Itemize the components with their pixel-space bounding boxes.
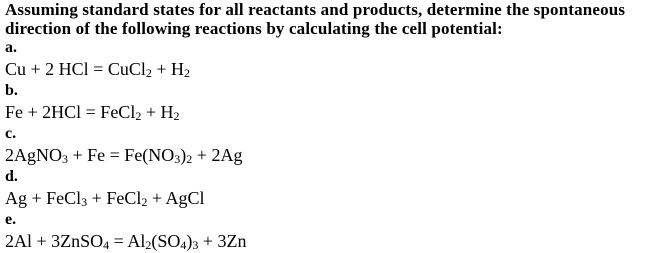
reaction-equation bbox=[5, 58, 655, 81]
equation-text: 2Al + 3ZnSO bbox=[5, 231, 104, 251]
equation-text: + H bbox=[151, 59, 184, 79]
equation-subscript: 2 bbox=[145, 66, 152, 80]
equation-text: + FeCl bbox=[87, 188, 142, 208]
equation-subscript: 3 bbox=[81, 195, 88, 209]
equation-subscript: 2 bbox=[183, 66, 190, 80]
equation-text: (SO bbox=[151, 231, 181, 251]
reaction-equation bbox=[5, 187, 655, 210]
reaction-equation bbox=[5, 144, 655, 167]
equation-text: ) bbox=[186, 231, 193, 251]
equation-subscript: 3 bbox=[174, 152, 181, 166]
equation-text: ) bbox=[180, 145, 187, 165]
equation-text: Cu + 2 HCl = CuCl bbox=[5, 59, 146, 79]
equation-text: + Fe = Fe(NO bbox=[68, 145, 175, 165]
equation-text: + H bbox=[141, 102, 174, 122]
question-prompt: Assuming standard states for all reactants and products, determine the spontaneous direction of the following reactions by calculating the cell potential: bbox=[5, 0, 626, 38]
equation-subscript: 4 bbox=[180, 238, 187, 252]
part-label: a. bbox=[5, 39, 17, 56]
equation-subscript: 2 bbox=[186, 152, 193, 166]
equation-text: + 3Zn bbox=[198, 231, 247, 251]
equation-text: Ag + FeCl bbox=[5, 188, 82, 208]
part-a bbox=[5, 38, 655, 81]
part-label: c. bbox=[5, 125, 17, 142]
part-b bbox=[5, 81, 655, 124]
part-label: e. bbox=[5, 211, 17, 228]
part-c bbox=[5, 124, 655, 167]
equation-subscript: 2 bbox=[141, 195, 148, 209]
reaction-equation bbox=[5, 101, 655, 124]
part-d bbox=[5, 167, 655, 210]
equation-text: Fe + 2HCl = FeCl bbox=[5, 102, 136, 122]
equation-subscript: 2 bbox=[145, 238, 152, 252]
equation-subscript: 2 bbox=[135, 109, 142, 123]
equation-subscript: 3 bbox=[62, 152, 68, 166]
equation-subscript: 3 bbox=[192, 238, 199, 252]
part-label: b. bbox=[5, 82, 18, 99]
equation-text: = Al bbox=[109, 231, 146, 251]
equation-text: + AgCl bbox=[147, 188, 205, 208]
part-label: d. bbox=[5, 168, 18, 185]
part-e bbox=[5, 210, 655, 253]
equation-text: 2AgNO bbox=[5, 145, 62, 165]
equation-text: + 2Ag bbox=[192, 145, 243, 165]
equation-subscript: 4 bbox=[103, 238, 110, 252]
question-block bbox=[5, 0, 655, 253]
equation-subscript: 2 bbox=[173, 109, 180, 123]
